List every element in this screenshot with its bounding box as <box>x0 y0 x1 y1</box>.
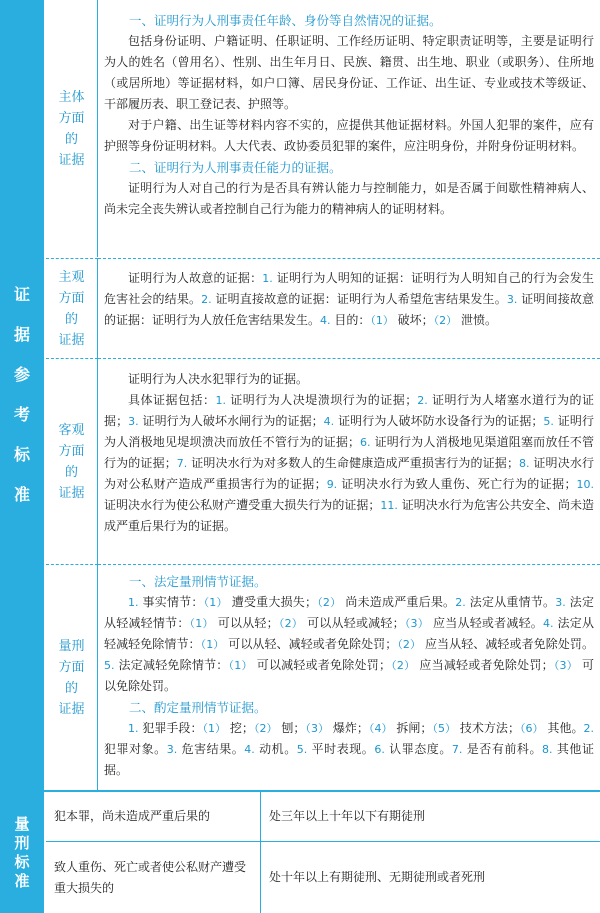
band-char: 量 <box>14 814 30 833</box>
text: 拆闸； <box>392 721 433 735</box>
text: 证明行为人明知的证据：证明行为人明知自己的行为会发生危害社会的结果。 <box>104 271 594 306</box>
item-number: （5） <box>432 722 457 735</box>
text: 证明行为人故意的证据： <box>128 271 263 285</box>
text: 证明间接故意的证据：证明行为人放任危害结果发生。 <box>104 292 594 327</box>
text: 刨； <box>277 721 306 735</box>
item-number: 4. <box>323 415 335 428</box>
item-number: 3. <box>128 415 139 428</box>
text: 证明决水行为对公私财产造成严重损害行为的证据； <box>104 456 594 491</box>
text: 证明决水行为使公私财产遭受重大损失行为的证据； <box>104 498 381 512</box>
text: 证明决水行为对多数人的生命健康造成严重损害行为的证据； <box>187 456 519 470</box>
label-line: 方面 <box>58 443 85 459</box>
band-char: 准 <box>14 871 30 890</box>
text: 证明行为人消极地见渠道阻塞而放任不管行为的证据； <box>104 435 594 470</box>
text: 证明行为人破坏防水设备行为的证据； <box>334 414 544 428</box>
label-line: 方面 <box>58 290 85 306</box>
label-line: 的 <box>64 131 78 147</box>
item-number: 1. <box>128 722 139 735</box>
sentencing-penalty: 处三年以上十年以下有期徒刑 <box>269 809 426 823</box>
band-char: 准 <box>13 485 30 504</box>
text: 具体证据包括： <box>128 393 216 407</box>
text: 可以减轻或者免除处罚； <box>252 658 391 672</box>
text: 挖； <box>226 721 254 735</box>
item-number: （2） <box>317 596 342 609</box>
label-line: 证据 <box>58 152 85 168</box>
sentencing-condition: 犯本罪，尚未造成严重后果的 <box>46 792 261 841</box>
item-number: （1） <box>189 617 214 630</box>
paragraph <box>104 718 594 781</box>
item-number: 5. <box>296 743 308 756</box>
text: 应当从轻或者减轻。 <box>429 616 544 630</box>
paragraph: 证明行为人对自己的行为是否具有辨认能力与控制能力，如是否属于间歇性精神病人、尚未完全丧失辨认或者控制自己行为能力的精神病人的证明材料。 <box>104 181 594 216</box>
item-number: （3） <box>404 617 429 630</box>
text: 法定减轻免除情节： <box>114 658 229 672</box>
paragraph <box>104 268 594 331</box>
item-number: （6） <box>519 722 544 735</box>
section-heading: 二、酌定量刑情节证据。 <box>129 700 267 715</box>
paragraph: 对于户籍、出生证等材料内容不实的，应提供其他证据材料。外国人犯罪的案件，应有护照等身份证明材料。人大代表、政协委员犯罪的案件，应注明身份，并附身份证明材料。 <box>104 118 594 153</box>
text: 证明决水行为危害公共安全、尚未造成严重后果行为的证据。 <box>104 498 594 533</box>
evidence-standard-band <box>0 0 44 790</box>
objective-evidence-content <box>98 358 600 563</box>
label-line: 证据 <box>58 702 85 717</box>
item-number: （3） <box>553 659 578 672</box>
item-number: 2. <box>201 293 212 306</box>
item-number: 7. <box>176 457 188 470</box>
text: 其他证据。 <box>104 742 594 777</box>
text: 可以从轻； <box>213 616 279 630</box>
sentencing-standard-band <box>0 792 44 913</box>
label-line: 证据 <box>58 485 85 501</box>
text: 法定从轻减轻免除情节： <box>104 616 594 651</box>
text: 应当从轻、减轻或者免除处罚。 <box>421 637 594 651</box>
section-heading: 二、证明行为人刑事责任能力的证据。 <box>129 160 342 175</box>
text: 危害结果。 <box>177 742 245 756</box>
item-number: （2） <box>397 638 422 651</box>
item-number: 5. <box>543 415 554 428</box>
text: 法定从重情节。 <box>465 595 556 609</box>
sentencing-evidence-label <box>46 564 98 791</box>
label-line: 主体 <box>58 89 85 105</box>
label-line: 的 <box>64 681 78 696</box>
label-line: 方面 <box>58 660 85 675</box>
band-char: 考 <box>13 405 30 424</box>
text: 证明行为人破坏水闸行为的证据； <box>138 414 324 428</box>
text: 证明行为人堵塞水道行为的证据； <box>104 393 594 428</box>
text: 事实情节： <box>138 595 204 609</box>
item-number: 4. <box>543 617 554 630</box>
subjective-evidence-label <box>46 258 98 358</box>
sentencing-row <box>46 842 600 913</box>
text: 证明行为人决堤溃坝行为的证据； <box>225 393 418 407</box>
item-number: （4） <box>368 722 393 735</box>
text: 应当减轻或者免除处罚； <box>415 658 554 672</box>
subjective-evidence-content <box>98 258 600 357</box>
item-number: 3. <box>506 293 518 306</box>
item-number: （3） <box>305 722 330 735</box>
label-line: 主观 <box>58 269 85 285</box>
item-number: （1） <box>200 638 225 651</box>
sentencing-penalty: 处十年以上有期徒刑、无期徒刑或者死刑 <box>269 870 486 884</box>
label-line: 的 <box>64 311 78 327</box>
item-number: （1） <box>202 722 227 735</box>
section-heading: 一、证明行为人刑事责任年龄、身份等自然情况的证据。 <box>129 13 442 28</box>
sentencing-evidence-content <box>98 564 600 790</box>
paragraph <box>104 390 594 537</box>
subject-evidence-label <box>46 0 98 257</box>
item-number: 9. <box>326 478 338 491</box>
text: 破坏； <box>393 313 434 327</box>
item-number: （1） <box>370 314 394 327</box>
text: 技术方法； <box>456 721 520 735</box>
item-number: 3. <box>166 743 178 756</box>
text: 其他。 <box>543 721 584 735</box>
item-number: 2. <box>583 722 594 735</box>
label-line: 的 <box>64 464 78 480</box>
band-char: 标 <box>13 445 30 464</box>
item-number: 6. <box>374 743 385 756</box>
item-number: 8. <box>542 743 553 756</box>
label-line: 量刑 <box>58 639 85 654</box>
item-number: 10. <box>576 478 594 491</box>
label-line: 证据 <box>58 332 85 348</box>
item-number: 3. <box>555 596 566 609</box>
band-char: 参 <box>13 365 30 384</box>
text: 是否有前科。 <box>462 742 542 756</box>
item-number: 1. <box>262 272 273 285</box>
paragraph: 包括身份证明、户籍证明、任职证明、工作经历证明、特定职责证明等，主要是证明行为人的姓名（曾用名）、性别、出生年月日、民族、籍贯、出生地、职业（或职务）、住所地（或居所地）等证据材料，如户口簿、居民身份证、工作证、出生证、专业或技术等级证、干部履历表、职工登记表、护照等。 <box>104 34 594 111</box>
item-number: 11. <box>380 499 398 512</box>
text: 遭受重大损失； <box>227 595 317 609</box>
sentencing-row <box>46 792 600 842</box>
text: 认罪态度。 <box>384 742 452 756</box>
text: 犯罪手段： <box>138 721 203 735</box>
item-number: 5. <box>104 659 115 672</box>
text: 目的： <box>330 313 371 327</box>
label-line: 方面 <box>58 110 85 126</box>
text: 犯罪对象。 <box>104 742 167 756</box>
paragraph <box>104 592 594 697</box>
band-char: 标 <box>14 852 30 871</box>
text: 尚未造成严重后果。 <box>341 595 456 609</box>
item-number: （1） <box>228 659 253 672</box>
item-number: 1. <box>128 596 139 609</box>
text: 可以免除处罚。 <box>104 658 595 693</box>
item-number: 7. <box>451 743 463 756</box>
subject-evidence-content <box>98 0 600 257</box>
text: 证明行为人消极地见堤坝溃决而放任不管行为的证据； <box>104 414 594 449</box>
item-number: （1） <box>203 596 228 609</box>
item-number: 2. <box>417 394 428 407</box>
text: 可以从轻或减轻； <box>303 616 405 630</box>
label-line: 客观 <box>58 422 85 438</box>
item-number: 8. <box>518 457 530 470</box>
objective-evidence-label <box>46 358 98 564</box>
band-char: 刑 <box>14 833 30 852</box>
sentencing-condition: 致人重伤、死亡或者使公私财产遭受重大损失的 <box>46 842 261 913</box>
text: 可以从轻、减轻或者免除处罚； <box>224 637 398 651</box>
item-number: 4. <box>320 314 331 327</box>
text: 法定从轻减轻情节： <box>104 595 594 630</box>
section-heading: 一、法定量刑情节证据。 <box>129 574 267 589</box>
item-number: （2） <box>278 617 304 630</box>
text: 证明直接故意的证据：证明行为人希望危害结果发生。 <box>211 292 507 306</box>
item-number: （2） <box>253 722 278 735</box>
band-char: 据 <box>13 325 30 344</box>
item-number: 1. <box>215 394 226 407</box>
item-number: 6. <box>360 436 371 449</box>
item-number: （2） <box>433 314 458 327</box>
item-number: 4. <box>244 743 255 756</box>
item-number: 2. <box>455 596 466 609</box>
band-char: 证 <box>13 285 30 304</box>
text: 爆炸； <box>329 721 369 735</box>
text: 泄愤。 <box>457 313 497 327</box>
text: 证明决水行为致人重伤、死亡行为的证据； <box>337 477 577 491</box>
item-number: （2） <box>390 659 416 672</box>
text: 动机。 <box>254 742 297 756</box>
paragraph: 证明行为人决水犯罪行为的证据。 <box>128 372 309 386</box>
text: 平时表现。 <box>307 742 375 756</box>
